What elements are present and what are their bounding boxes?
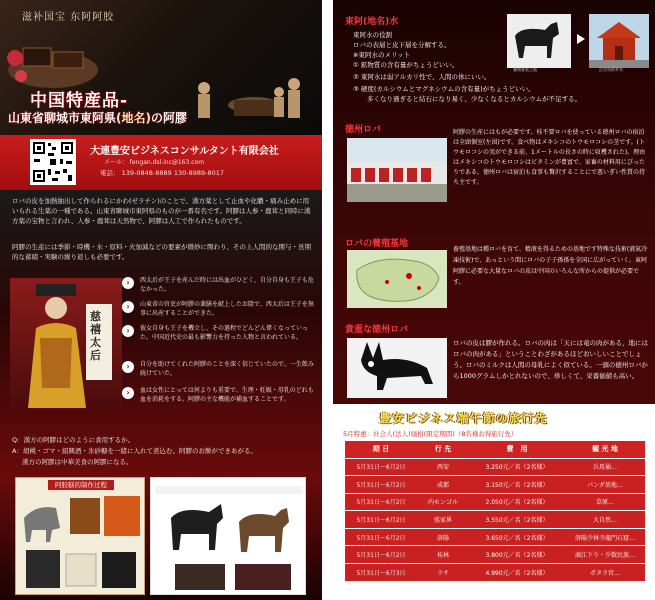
history-point-5 (122, 386, 317, 404)
company-email: メール： fengan.dsl.inc@163.com (104, 159, 205, 166)
tour-title: 豊安ビジネス端午節の旅行先 (379, 411, 548, 425)
history-point-4 (122, 360, 317, 378)
section-breeding-title: ロバの養殖基地 (345, 239, 409, 249)
date-cell: 5月31日～6月2日 (345, 511, 417, 529)
table-row (345, 546, 645, 564)
tour-note: 5月特惠：社会人(法人)価格(限定期間)（8名様お得旅行先） (343, 430, 518, 438)
water-line-4: ① 鉱物質の含有量がちょうどいい。 (353, 61, 459, 69)
date-cell: 5月31日～6月2日 (345, 546, 417, 564)
history-text: 西太后が王子を産んだ時には出血がひどく、自分自身も王子も危なかった。 (140, 277, 314, 293)
donkey-drawing-illustration (347, 338, 447, 398)
history-text: 山東省の官吏が阿膠の薬膳を献上したお陰で、西太后は王子を無事に出産することができた。 (140, 301, 314, 317)
subtitle-place: 山東省聊城市東阿県 (8, 111, 117, 125)
qr-code (30, 139, 76, 185)
company-name: 大連豊安ビジネスコンサルタント有限会社 (90, 146, 279, 157)
destination-cell: 桂林 (417, 546, 469, 564)
table-row (345, 476, 645, 494)
tour-table-body (345, 458, 645, 581)
cost-cell: 3.150元／名（2名様） (469, 476, 565, 494)
sights-cell: 草原… (565, 493, 645, 511)
temple-illustration (589, 14, 649, 68)
photo-caption-right: 正宗东阿井水 (599, 67, 623, 72)
china-map (347, 250, 447, 308)
tour-table (345, 441, 645, 581)
faq-answer-2: 漢方の阿膠は中華美食の阿膠になる。 (22, 458, 133, 466)
section-precious-title: 貴重な徳州ロバ (345, 325, 409, 335)
ancient-figures-illustration (184, 70, 314, 125)
section-dezhou-title: 徳州ロバ (345, 125, 382, 135)
empress-portrait (10, 278, 122, 408)
date-cell: 5月31日～6月3日 (345, 564, 417, 582)
col-destination: 行 先 (417, 441, 469, 458)
cost-cell: 3.800元／名（2名様） (469, 546, 565, 564)
breeding-text: 養殖基地は種ロバを育て、精液を得るための基地です特殊な技術(液氮冷凍技術)で、あっという間にロバの子子孫孫を全国に広がっていく。東阿阿膠に必要な大量なロバの皮は中国のいろんな所からの提供が必要です。 (453, 246, 648, 286)
donkey-breeds-illustration (151, 478, 307, 596)
history-text: 自分を助けてくれた阿膠のことを深く信じていたので、一生飲み続けていた。 (140, 361, 314, 377)
water-line-7: 多くなり過ぎると結石になり易く、少なくなるとカルシウムが不足する。 (367, 95, 582, 103)
history-point-3 (122, 324, 317, 342)
brand-tagline: 滋补国宝 东阿阿胶 (22, 12, 115, 23)
section-water-title: 東阿(地名)水 (345, 17, 399, 27)
col-date: 期 日 (345, 441, 417, 458)
table-row (345, 511, 645, 529)
process-steps-illustration (16, 478, 146, 596)
date-cell: 5月31日～6月2日 (345, 458, 417, 476)
hero-banner (0, 0, 322, 135)
faq-question: Q：漢方の阿膠はどのように食用するか。 (12, 436, 135, 444)
subtitle-note: (地名) (116, 111, 151, 125)
arrow-icon: › (122, 361, 134, 373)
china-map-illustration (347, 250, 447, 308)
table-row (345, 458, 645, 476)
subtitle-end: の阿膠 (151, 111, 188, 125)
photo-caption-left: 養殖基家之地 (513, 67, 537, 72)
stable-illustration (347, 138, 447, 202)
destination-cell: 内モンゴル (417, 493, 469, 511)
tour-table-header (345, 441, 645, 458)
destination-cell: 成都 (417, 476, 469, 494)
table-row (345, 493, 645, 511)
sights-cell: 漓江下り・少数民族… (565, 546, 645, 564)
right-page (333, 0, 655, 600)
main-title: 中国特産品- (30, 91, 129, 111)
portrait-caption: 慈禧太后 (90, 310, 101, 362)
donkey-silhouette (507, 14, 571, 68)
sights-cell: 洛陽少林寺龍門石窟… (565, 528, 645, 546)
intro-paragraph-2: 阿膠の生産には季節・時機・水・原料・火加減などの要素が微妙に関わり、その上人間的な関与・長期的な蓄積・実験の繰り返しも必要です。 (12, 243, 311, 261)
donkey-photo (507, 14, 571, 68)
intro-paragraph: ロバの皮を加熱抽出して作られるにかわ(ゼラチン)のことで、漢方薬として止血や化膿・痛み止めに用いられる生薬の一種である。山東省聊城市東阿県のものが一番有名です。阿膠は人参・鹿茸と同時に漢方薬の宝物と言われ、人参・鹿茸は天然物で、阿膠は人工で作られたものです。 (12, 197, 311, 225)
stable-photo (347, 138, 447, 202)
water-line-5: ② 東阿水は弱アルカリ性で、人間の体にいい。 (353, 73, 491, 81)
process-panel (15, 477, 145, 595)
sights-cell: パンダ基地… (565, 476, 645, 494)
faq-answer: A：胡桃・ゴマ・紹興酒・氷砂糖を一緒に入れて煮込む。阿膠のお餅ができあがる。 (12, 447, 257, 455)
precious-text: ロバの皮は膠が作れる。ロバの肉は「天には竜の肉がある、地にはロバの肉がある」ということわざがあるほどおいしいことでしょう。ロバのミルクは人間の母乳によく似ている。一頭の徳州ロバから1000グラムしかとれないので、珍しくて、栄養価値も高い。 (453, 339, 648, 380)
contact-bar (0, 135, 322, 190)
cost-cell: 3.250元／名（2名様） (469, 458, 565, 476)
destination-cell: 西安 (417, 458, 469, 476)
arrow-icon: › (122, 325, 134, 337)
col-sights: 観 光 地 (565, 441, 645, 458)
cost-cell: 2.050元／名（2名様） (469, 493, 565, 511)
date-cell: 5月31日～6月2日 (345, 493, 417, 511)
col-cost: 費 用 (469, 441, 565, 458)
history-point-2 (122, 300, 317, 318)
arrow-icon: › (122, 387, 134, 399)
cost-cell: 3.650元／名（2名様） (469, 528, 565, 546)
arrow-icon: › (122, 277, 134, 289)
donkey-photos-panel (150, 477, 306, 595)
history-text: 彼女自身も王子を機立し、その過程でどんどん偉くなっていった。中国近代史の最も影響力を持った人物と言われている。 (140, 325, 309, 341)
destination-cell: ラサ (417, 564, 469, 582)
cost-cell: 4.990元／名（2名様） (469, 564, 565, 582)
history-point-1 (122, 276, 317, 294)
arrow-icon: › (122, 301, 134, 313)
donkey-drawing (347, 338, 447, 398)
water-line-1: 東阿水の役割 (353, 31, 392, 39)
date-cell: 5月31日～6月2日 (345, 476, 417, 494)
sights-cell: 兵馬俑… (565, 458, 645, 476)
ejiao-cake-image (5, 30, 100, 90)
water-line-6: ③ 硬度(カルシウムとマグネシウムの含有量)がちょうどいい。 (353, 85, 535, 93)
history-text: 血は女性にとっては何よりも重要で、生理・妊娠・母乳のどれも血を消耗をする。阿膠の主な機能が補血することです。 (140, 387, 314, 403)
temple-photo (589, 14, 649, 68)
left-body (0, 190, 322, 600)
table-row (345, 528, 645, 546)
table-row (345, 564, 645, 582)
destination-cell: 洛陽 (417, 528, 469, 546)
dezhou-text: 阿膠の生産にはもが必要です。桂不要ロバを使っている徳州ロバの宿泊は全頭個室(左図)です。食べ物はメキシコのトウモロコシの茎です。(トウモロコシの実ができる前、1メートルの長さの時に収穫された)。理由はメキシコのトウモロコシはビタミンが豊富で、家畜の材料用にぴったりである。徳州ロバは宿泊も食事も贅沢することにで悪いぎい性質の持ち主です。 (453, 129, 646, 186)
sights-cell: 大自然… (565, 511, 645, 529)
date-cell: 5月31日～6月2日 (345, 528, 417, 546)
process-label: 阿胶糕的制作过程 (48, 480, 114, 490)
left-page (0, 0, 322, 600)
arrow-right-icon (577, 34, 585, 44)
water-line-3: ※東阿水のメリット (353, 51, 411, 59)
cost-cell: 3.550元／名（2名様） (469, 511, 565, 529)
water-line-2: ロバの表層と皮下層を分解する。 (353, 41, 451, 49)
destination-cell: 張家界 (417, 511, 469, 529)
sights-cell: ポタラ宮… (565, 564, 645, 582)
sub-title (8, 109, 187, 126)
company-phone: 電話： 139-0848-8889 130-8989-8017 (100, 169, 224, 177)
